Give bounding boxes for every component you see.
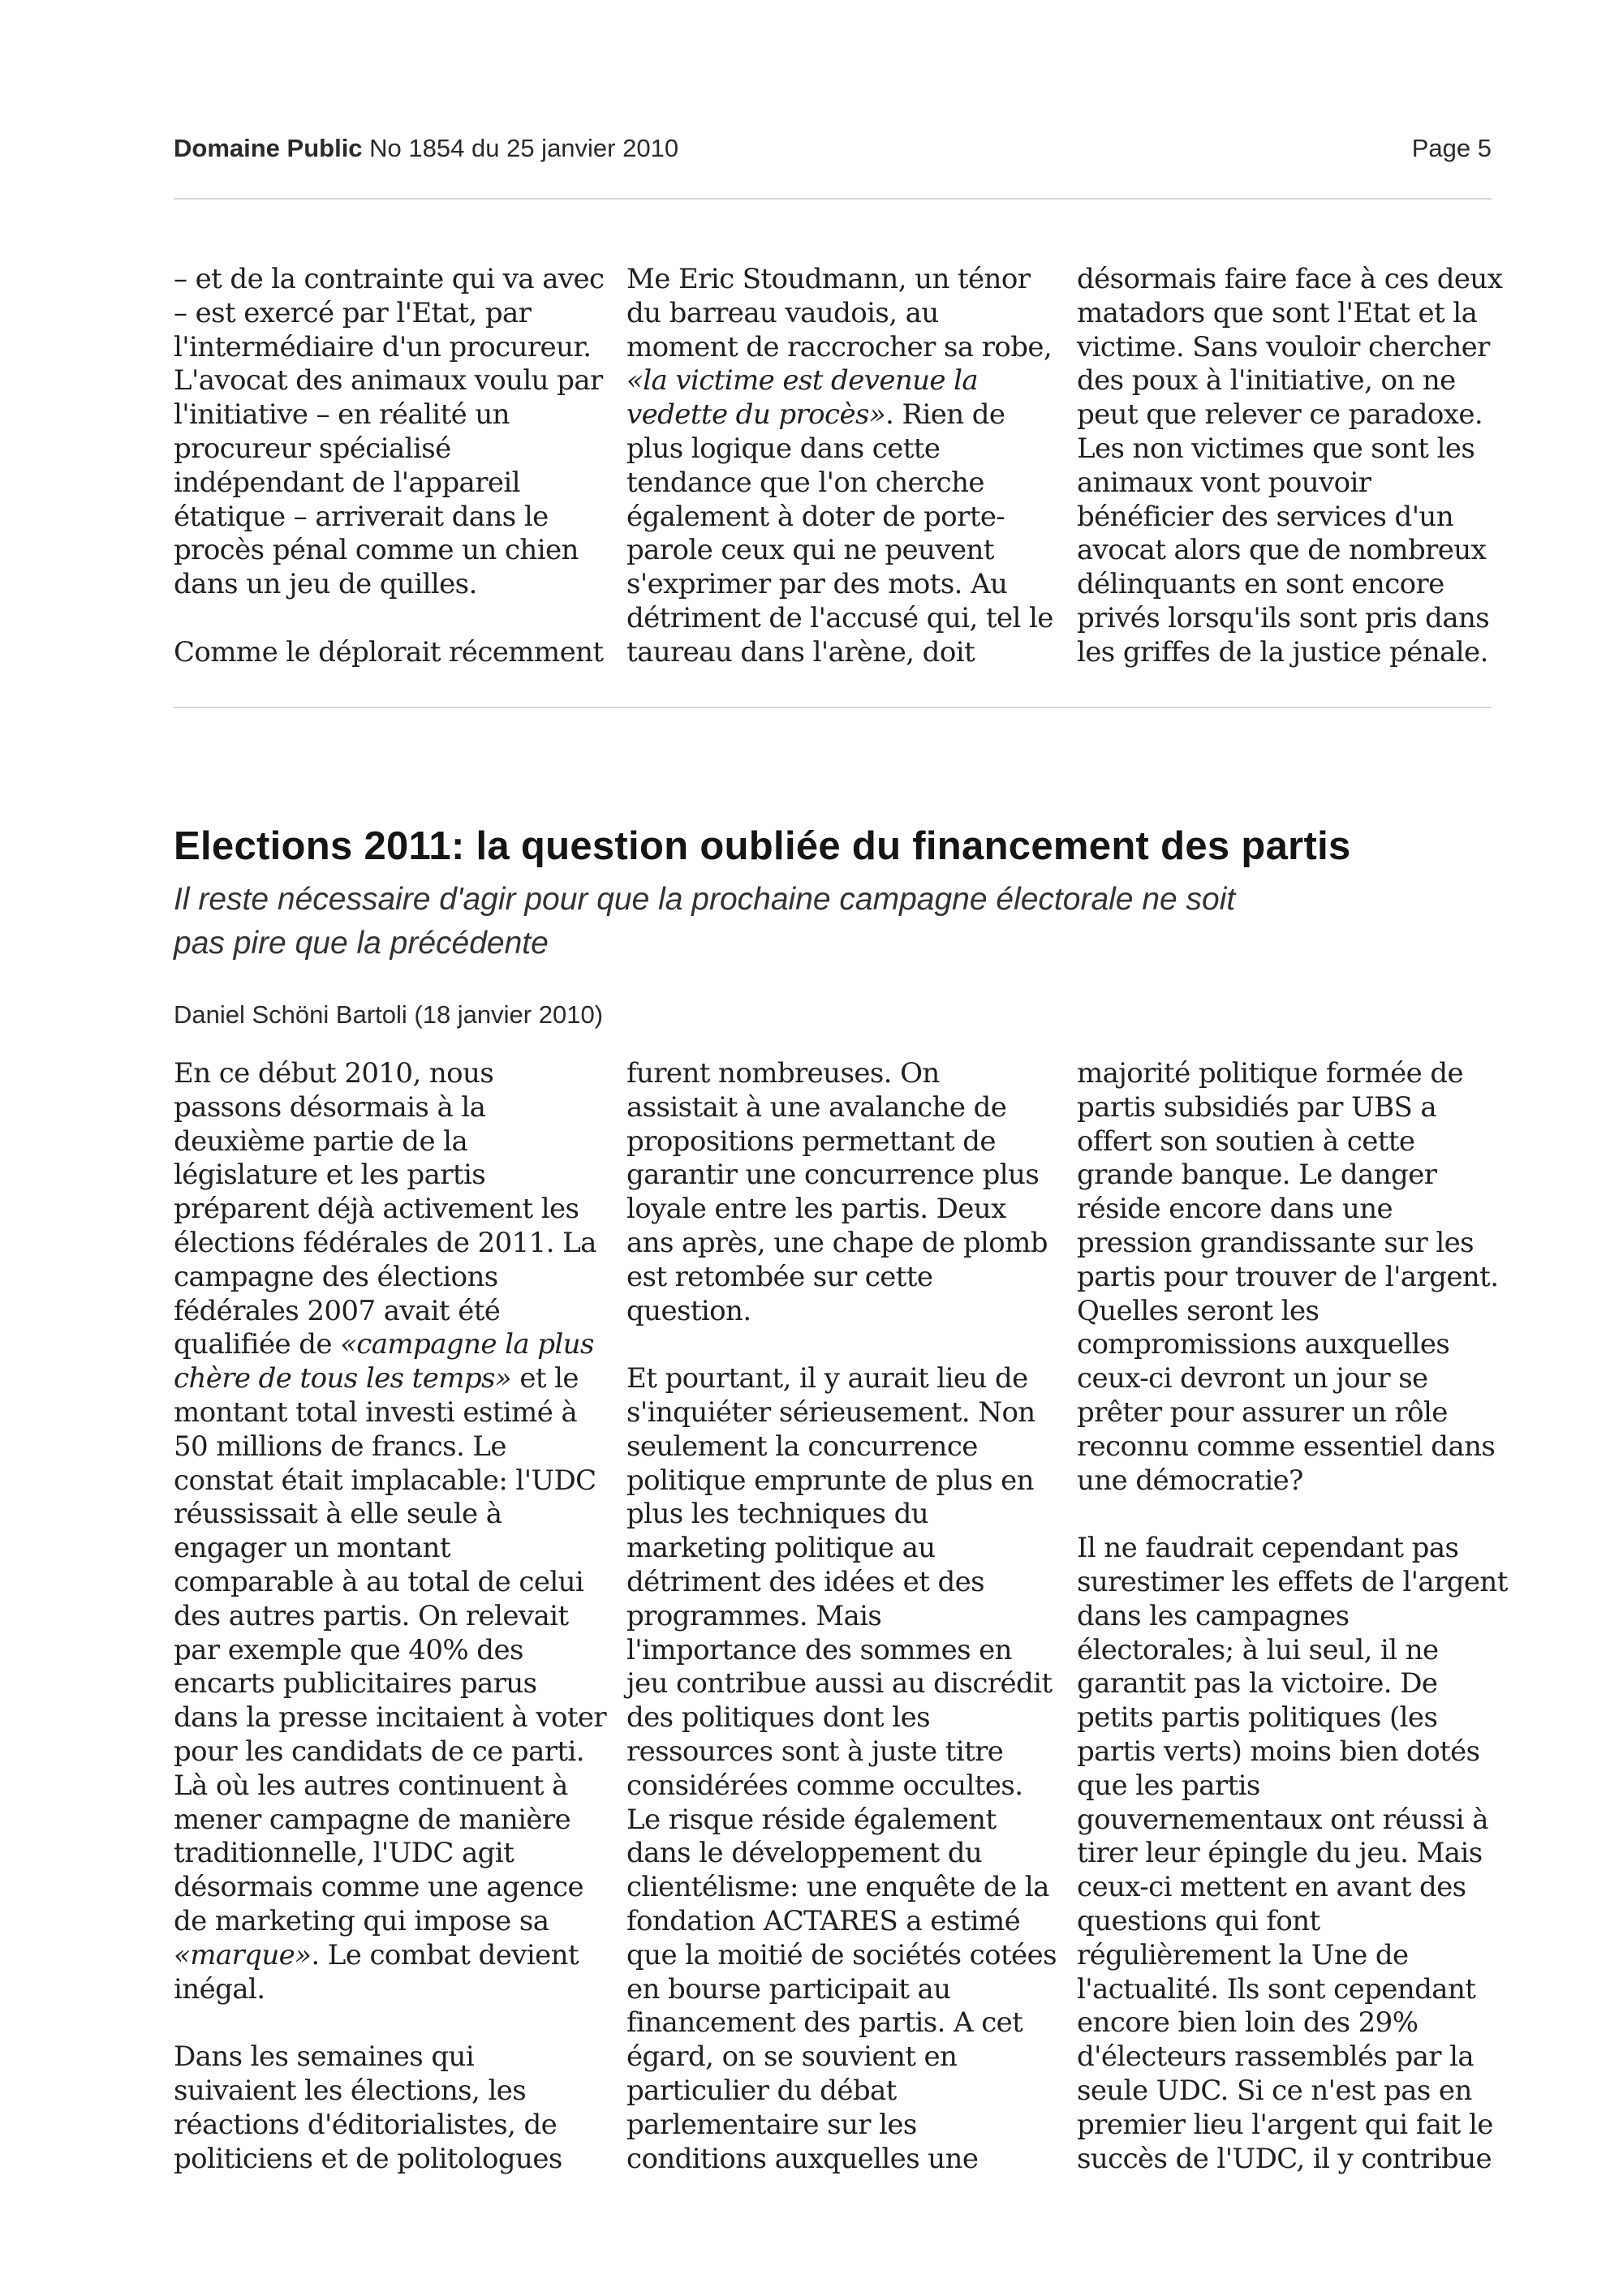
text-line: particulier du débat bbox=[626, 2074, 897, 2107]
text-line: délinquants en sont encore bbox=[1077, 568, 1444, 601]
subtitle-line: pas pire que la précédente bbox=[174, 926, 549, 961]
text-line: procès pénal comme un chien bbox=[174, 534, 579, 567]
text-line: passons désormais à la bbox=[174, 1090, 486, 1124]
text-line: par exemple que 40% des bbox=[174, 1633, 523, 1666]
text-line: désormais faire face à ces deux bbox=[1077, 263, 1503, 295]
text-line: montant total investi estimé à bbox=[174, 1395, 578, 1429]
text-line: question. bbox=[626, 1294, 751, 1327]
text-line: «marque». Le combat devient bbox=[174, 1938, 579, 1971]
text-line: moment de raccrocher sa robe, bbox=[626, 330, 1053, 363]
text-line: programmes. Mais bbox=[626, 1599, 882, 1632]
text-line: majorité politique formée de bbox=[1077, 1057, 1464, 1090]
text-line: mener campagne de manière bbox=[174, 1803, 571, 1836]
text-line: parole ceux qui ne peuvent bbox=[626, 534, 994, 567]
text-line: désormais comme une agence bbox=[174, 1871, 583, 1904]
text-line: Là où les autres continuent à bbox=[174, 1769, 568, 1802]
text-line: préparent déjà activement les bbox=[174, 1193, 579, 1226]
text-line: ceux-ci mettent en avant des bbox=[1077, 1871, 1466, 1904]
text-line: inégal. bbox=[174, 1972, 265, 2006]
text-line: seulement la concurrence bbox=[626, 1430, 978, 1463]
text-line: une démocratie? bbox=[1077, 1464, 1303, 1497]
text-line: En ce début 2010, nous bbox=[174, 1057, 494, 1090]
page-header bbox=[174, 134, 1492, 166]
subtitle-line: Il reste nécessaire d'agir pour que la prochaine campagne électorale ne soit bbox=[174, 882, 1236, 917]
article-divider bbox=[174, 707, 1492, 708]
previous-article-column-2 bbox=[626, 263, 1065, 670]
text-line: chère de tous les temps» et le bbox=[174, 1362, 579, 1395]
text-line: indépendant de l'appareil bbox=[174, 466, 520, 499]
text-line: Il ne faudrait cependant pas bbox=[1077, 1532, 1459, 1565]
text-line: s'exprimer par des mots. Au bbox=[626, 568, 1008, 601]
text-line: prêter pour assurer un rôle bbox=[1077, 1395, 1448, 1429]
text-line: des poux à l'initiative, on ne bbox=[1077, 364, 1456, 398]
text-line: politique emprunte de plus en bbox=[626, 1464, 1034, 1497]
text-line: engager un montant bbox=[174, 1532, 450, 1565]
text-line: Comme le déplorait récemment bbox=[174, 635, 604, 669]
text-line: petits partis politiques (les bbox=[1077, 1701, 1438, 1735]
text-line: partis verts) moins bien dotés bbox=[1077, 1735, 1480, 1768]
text-line: parlementaire sur les bbox=[626, 2108, 917, 2141]
text-line: animaux vont pouvoir bbox=[1077, 466, 1371, 499]
text-line: réactions d'éditorialistes, de bbox=[174, 2108, 558, 2141]
paragraph-break bbox=[626, 1328, 1065, 1362]
text-line: du barreau vaudois, au bbox=[626, 296, 939, 329]
text-line: conditions auxquelles une bbox=[626, 2142, 979, 2175]
text-line: plus logique dans cette bbox=[626, 432, 941, 465]
text-line: des politiques dont les bbox=[626, 1701, 930, 1735]
text-line: suivaient les élections, les bbox=[174, 2074, 527, 2107]
text-line: l'actualité. Ils sont cependant bbox=[1077, 1972, 1476, 2006]
text-line: des autres partis. On relevait bbox=[174, 1599, 569, 1632]
text-line: fédérales 2007 avait été bbox=[174, 1294, 501, 1327]
text-line: l'initiative – en réalité un bbox=[174, 398, 510, 432]
article-subtitle bbox=[174, 878, 1492, 965]
text-line bbox=[626, 364, 1065, 398]
text-line: dans un jeu de quilles. bbox=[174, 568, 477, 601]
text-line: tirer leur épingle du jeu. Mais bbox=[1077, 1837, 1483, 1870]
text-line: garantit pas la victoire. De bbox=[1077, 1667, 1438, 1701]
text-line: privés lorsqu'ils sont pris dans bbox=[1077, 601, 1490, 634]
text-line: – est exercé par l'Etat, par bbox=[174, 296, 532, 329]
text-line: ceux-ci devront un jour se bbox=[1077, 1362, 1428, 1395]
text-line: d'électeurs rassemblés par la bbox=[1077, 2040, 1474, 2074]
text-line: Le risque réside également bbox=[626, 1803, 997, 1836]
text-line: l'intermédiaire d'un procureur. bbox=[174, 330, 592, 363]
text-line: régulièrement la Une de bbox=[1077, 1938, 1409, 1971]
text-line: les griffes de la justice pénale. bbox=[1077, 635, 1488, 669]
text-line: seule UDC. Si ce n'est pas en bbox=[1077, 2074, 1472, 2107]
text-line: propositions permettant de bbox=[626, 1124, 996, 1158]
article-byline: Daniel Schöni Bartoli (18 janvier 2010) bbox=[174, 1000, 604, 1029]
text-line: garantir une concurrence plus bbox=[626, 1159, 1040, 1192]
paragraph-break bbox=[174, 2006, 612, 2040]
text-line: électorales; à lui seul, il ne bbox=[1077, 1633, 1439, 1666]
text-line: assistait à une avalanche de bbox=[626, 1090, 1007, 1124]
text-line: succès de l'UDC, il y contribue bbox=[1077, 2142, 1492, 2175]
text-line: dans les campagnes bbox=[1077, 1599, 1350, 1632]
text-line: que la moitié de sociétés cotées bbox=[626, 1938, 1057, 1971]
text-line: campagne des élections bbox=[174, 1260, 498, 1293]
text-line: constat était implacable: l'UDC bbox=[174, 1464, 596, 1497]
text-line: jeu contribue aussi au discrédit bbox=[626, 1667, 1053, 1701]
text-line: est retombée sur cette bbox=[626, 1260, 933, 1293]
text-line: qualifiée de «campagne la plus bbox=[174, 1328, 594, 1361]
text-line: réussissait à elle seule à bbox=[174, 1498, 502, 1531]
text-line: considérées comme occultes. bbox=[626, 1769, 1023, 1802]
header-divider bbox=[174, 198, 1492, 200]
text-line: gouvernementaux ont réussi à bbox=[1077, 1803, 1488, 1836]
article-title: Elections 2011: la question oubliée du financement des partis bbox=[174, 824, 1351, 868]
text-line: deuxième partie de la bbox=[174, 1124, 468, 1158]
text-line: dans la presse incitaient à voter bbox=[174, 1701, 607, 1735]
page-number: Page 5 bbox=[1411, 134, 1492, 162]
text-line: procureur spécialisé bbox=[174, 432, 451, 465]
text-line: détriment de l'accusé qui, tel le bbox=[626, 601, 1053, 634]
text-line: encarts publicitaires parus bbox=[174, 1667, 537, 1701]
text-line: pour les candidats de ce parti. bbox=[174, 1735, 584, 1768]
text-line: réside encore dans une bbox=[1077, 1193, 1393, 1226]
text-line: traditionnelle, l'UDC agit bbox=[174, 1837, 514, 1870]
text-line: plus les techniques du bbox=[626, 1498, 929, 1531]
article-column-1 bbox=[174, 1057, 612, 2176]
quoted-phrase: vedette du procès» bbox=[626, 398, 886, 432]
text-line: clientélisme: une enquête de la bbox=[626, 1871, 1049, 1904]
text-line: égard, on se souvient en bbox=[626, 2040, 958, 2074]
text-line: 50 millions de francs. Le bbox=[174, 1430, 506, 1463]
text-line: L'avocat des animaux voulu par bbox=[174, 364, 603, 398]
text-line: politiciens et de politologues bbox=[174, 2142, 562, 2175]
text-line: loyale entre les partis. Deux bbox=[626, 1193, 1006, 1226]
article-column-3 bbox=[1077, 1057, 1515, 2176]
text-line: surestimer les effets de l'argent bbox=[1077, 1565, 1508, 1598]
quoted-phrase: «la victime est devenue la bbox=[626, 364, 979, 398]
text-line: marketing politique au bbox=[626, 1532, 936, 1565]
issue-info: No 1854 du 25 janvier 2010 bbox=[369, 134, 679, 162]
publication-name: Domaine Public bbox=[174, 134, 363, 162]
text-line: victime. Sans vouloir chercher bbox=[1077, 330, 1490, 363]
text-line: ressources sont à juste titre bbox=[626, 1735, 1004, 1768]
text-line: matadors que sont l'Etat et la bbox=[1077, 296, 1478, 329]
text-line: compromissions auxquelles bbox=[1077, 1328, 1450, 1361]
text-line: partis pour trouver de l'argent. bbox=[1077, 1260, 1499, 1293]
text-line: Dans les semaines qui bbox=[174, 2040, 475, 2074]
paragraph-break bbox=[1077, 1498, 1515, 1532]
article-column-2 bbox=[626, 1057, 1065, 2176]
text-line: Quelles seront les bbox=[1077, 1294, 1319, 1327]
previous-article-column-3 bbox=[1077, 263, 1515, 670]
text-line: dans le développement du bbox=[626, 1837, 983, 1870]
text-line: financement des partis. A cet bbox=[626, 2006, 1023, 2040]
text-line: comparable à au total de celui bbox=[174, 1565, 584, 1598]
header-publication-line bbox=[174, 134, 678, 163]
text-line: peut que relever ce paradoxe. bbox=[1077, 398, 1483, 432]
quoted-phrase: «marque» bbox=[174, 1938, 312, 1971]
text-line: de marketing qui impose sa bbox=[174, 1904, 549, 1937]
text-line: furent nombreuses. On bbox=[626, 1057, 940, 1090]
text-line: vedette du procès». Rien de bbox=[626, 398, 1005, 432]
text-line: – et de la contrainte qui va avec bbox=[174, 263, 605, 295]
text-line: fondation ACTARES a estimé bbox=[626, 1904, 1021, 1937]
text-line: s'inquiéter sérieusement. Non bbox=[626, 1395, 1035, 1429]
text-line: tendance que l'on cherche bbox=[626, 466, 984, 499]
text-line: détriment des idées et des bbox=[626, 1565, 985, 1598]
quoted-phrase: «campagne la plus bbox=[340, 1328, 594, 1361]
text-line: législature et les partis bbox=[174, 1159, 486, 1192]
text-line: étatique – arriverait dans le bbox=[174, 500, 549, 533]
text-line: taureau dans l'arène, doit bbox=[626, 635, 975, 669]
text-line: partis subsidiés par UBS a bbox=[1077, 1090, 1437, 1124]
text-line: que les partis bbox=[1077, 1769, 1260, 1802]
quoted-phrase: chère de tous les temps» bbox=[174, 1362, 512, 1395]
text-line: bénéficier des services d'un bbox=[1077, 500, 1454, 533]
text-line: élections fédérales de 2011. La bbox=[174, 1226, 596, 1259]
text-line: ans après, une chape de plomb bbox=[626, 1226, 1048, 1259]
text-line: reconnu comme essentiel dans bbox=[1077, 1430, 1496, 1463]
text-line: grande banque. Le danger bbox=[1077, 1159, 1437, 1192]
text-line: encore bien loin des 29% bbox=[1077, 2006, 1419, 2040]
text-line: pression grandissante sur les bbox=[1077, 1226, 1474, 1259]
text-line: l'importance des sommes en bbox=[626, 1633, 1012, 1666]
text-line: avocat alors que de nombreux bbox=[1077, 534, 1487, 567]
text-line: Me Eric Stoudmann, un ténor bbox=[626, 263, 1031, 295]
text-line: également à doter de porte- bbox=[626, 500, 1005, 533]
text-line: Et pourtant, il y aurait lieu de bbox=[626, 1362, 1028, 1395]
text-line: offert son soutien à cette bbox=[1077, 1124, 1415, 1158]
text-line: en bourse participait au bbox=[626, 1972, 951, 2006]
paragraph-break bbox=[174, 602, 612, 636]
text-line: Les non victimes que sont les bbox=[1077, 432, 1475, 465]
previous-article-column-1 bbox=[174, 263, 612, 670]
text-line: questions qui font bbox=[1077, 1904, 1320, 1937]
text-line: premier lieu l'argent qui fait le bbox=[1077, 2108, 1493, 2141]
